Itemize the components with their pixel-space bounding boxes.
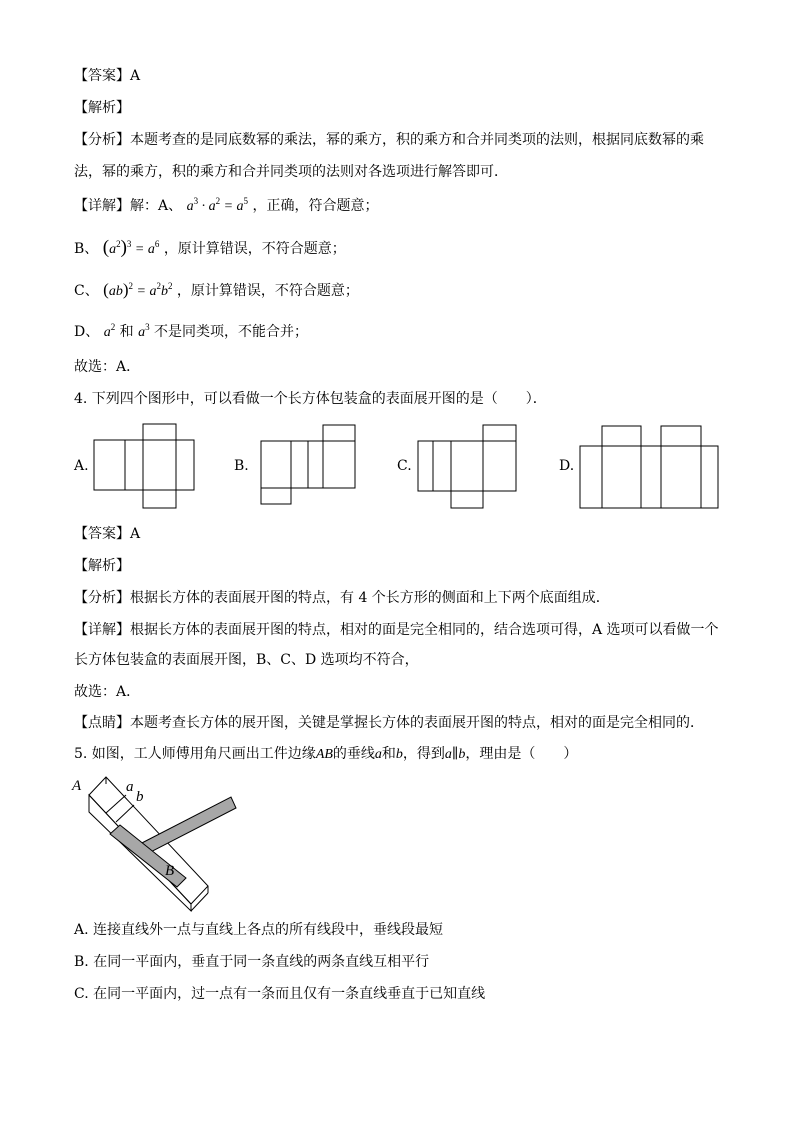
q3-d-mid: 和: [119, 324, 134, 340]
q5-stem-tail: ，理由是（ ）: [465, 746, 578, 762]
label-A: A: [72, 778, 82, 794]
q4-option-d-label: D.: [559, 458, 575, 474]
q4-answer: 【答案】A: [74, 526, 141, 542]
line-b: [116, 805, 134, 822]
q3-formula-d2: $a^3$: [138, 322, 150, 340]
q3-formula-b: $(a^2)^3 = a^6$: [102, 237, 160, 258]
q3-analysis-header: 【解析】: [74, 100, 130, 116]
q5-stem-he: 和: [381, 746, 396, 762]
q4-fenxi: 【分析】根据长方体的表面展开图的特点，有 4 个长方形的侧面和上下两个底面组成．: [74, 590, 610, 606]
q3-choose: 故选：A．: [74, 359, 141, 375]
q3-fenxi-line1: 【分析】本题考查的是同底数幂的乘法，幂的乘方，积的乘方和合并同类项的法则，根据同底数幂的乘: [74, 132, 704, 148]
label-a: a: [126, 779, 134, 795]
q5-option-b: B. 在同一平面内，垂直于同一条直线的两条直线互相平行: [74, 954, 430, 970]
q3-formula-a: $a^3 \cdot a^2 = a^5$: [186, 196, 249, 214]
q4-option-b-label: B.: [234, 458, 249, 474]
label-b: b: [136, 789, 144, 805]
q5-stem-a: a: [374, 747, 382, 762]
q5-option-c: C. 在同一平面内，过一点有一条而且仅有一条直线垂直于已知直线: [74, 986, 486, 1002]
q4-dianjing: 【点睛】本题考查长方体的展开图，关键是掌握长方体的表面展开图的特点，相对的面是完全相同的．: [74, 715, 704, 731]
q3-formula-d1: $a^2$: [103, 322, 116, 340]
q3-d-tail: 不是同类项，不能合并；: [154, 324, 309, 340]
q5-stem-ab: AB: [315, 747, 333, 762]
try-square-arm: [136, 797, 236, 857]
q4-stem: 4. 下列四个图形中，可以看做一个长方体包装盒的表面展开图的是（ ）．: [74, 391, 547, 407]
q5-stem-b: b: [395, 747, 403, 762]
q3-formula-c: $(ab)^2 = a^2b^2$: [103, 280, 173, 299]
q3-b-tail: ，原计算错误，不符合题意；: [163, 241, 346, 257]
q5-stem-mid2: ，得到: [402, 746, 445, 762]
q3-d-prefix: D、: [74, 324, 100, 340]
q4-choose: 故选：A．: [74, 684, 141, 700]
q3-detail-prefix: 【详解】解：A、: [74, 198, 183, 214]
q4-option-a-label: A.: [74, 458, 89, 474]
q3-c-prefix: C、: [74, 283, 99, 299]
q4-option-c-label: C.: [397, 458, 412, 474]
q4-detail-line1: 【详解】根据长方体的表面展开图的特点，相对的面是完全相同的，结合选项可得，A 选项可以看做一个: [74, 622, 719, 638]
q4-detail-line2: 长方体包装盒的表面展开图，B、C、D 选项均不符合，: [74, 652, 419, 668]
q4-analysis-header: 【解析】: [74, 558, 130, 574]
q3-detail-a-tail: ，正确，符合题意；: [252, 198, 379, 214]
q5-stem-rel: a∥b: [444, 747, 466, 762]
line-a: [106, 795, 126, 813]
q3-fenxi-line2: 法，幂的乘方，积的乘方和合并同类项的法则对各选项进行解答即可．: [74, 164, 508, 180]
q5-stem-prefix: 5. 如图，工人师傅用角尺画出工件边缘: [74, 746, 316, 762]
q3-answer: 【答案】A: [74, 68, 141, 84]
q5-stem-mid1: 的垂线: [332, 746, 375, 762]
q5-option-a: A. 连接直线外一点与直线上各点的所有线段中，垂线段最短: [74, 922, 444, 938]
label-B: B: [165, 863, 175, 879]
q3-c-tail: ，原计算错误，不符合题意；: [176, 283, 359, 299]
q3-b-prefix: B、: [74, 241, 99, 257]
